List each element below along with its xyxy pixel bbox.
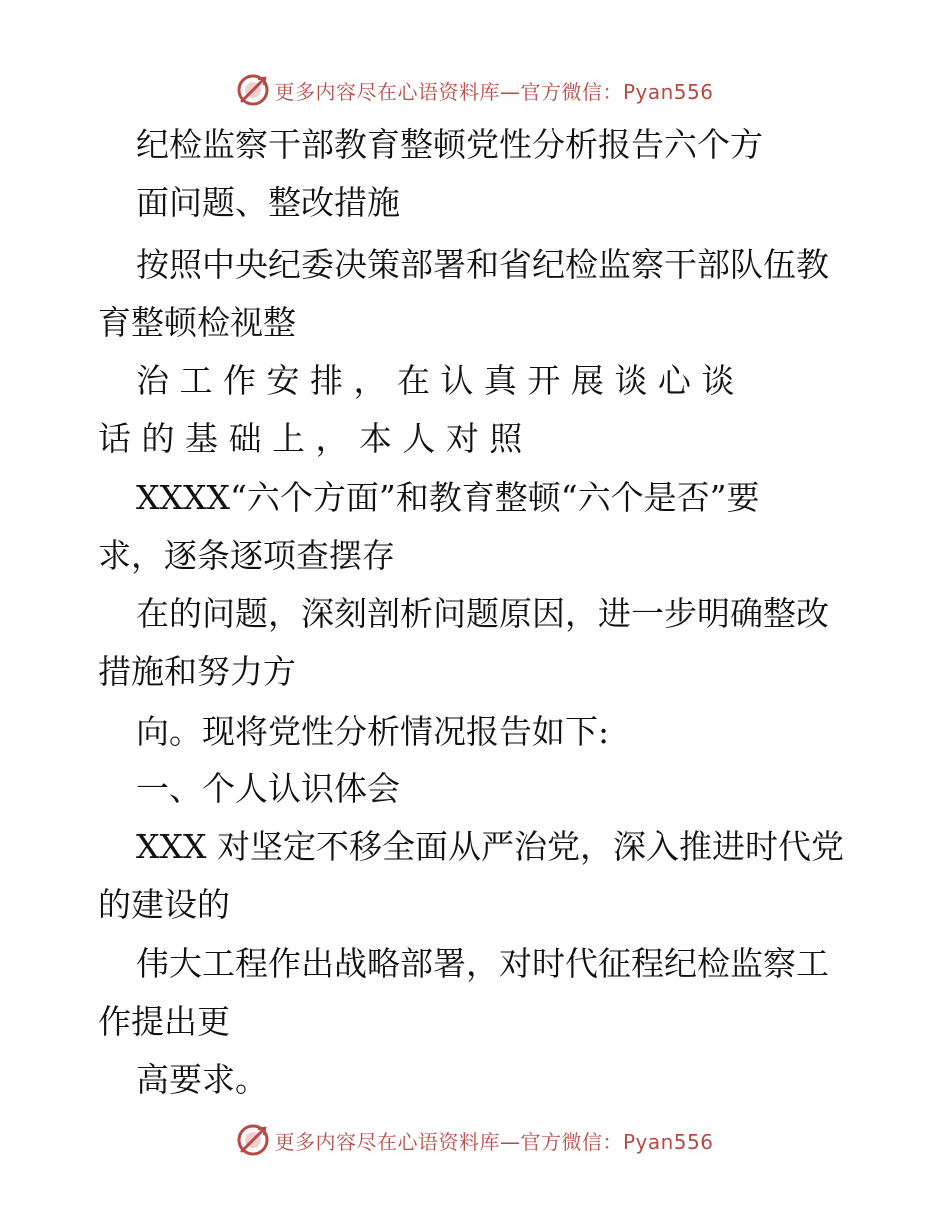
watermark-text: 更多内容尽在心语资料库—官方微信：Pyan556 [274, 1129, 714, 1154]
paragraph-line: 措施和努力方 [98, 652, 296, 691]
title-line-2: 面问题、整改措施 [136, 183, 400, 222]
paragraph-line: 作提出更 [98, 1002, 230, 1041]
logo-seal-icon [236, 1123, 270, 1157]
footer-watermark [0, 1122, 950, 1158]
paragraph-line: 向。现将党性分析情况报告如下: [136, 712, 610, 751]
logo-seal-icon [236, 73, 270, 107]
header-watermark [0, 72, 950, 108]
paragraph-line: 在的问题，深刻剖析问题原因，进一步明确整改 [136, 594, 829, 633]
paragraph-line: XXX 对坚定不移全面从严治党，深入推进时代党 [136, 827, 844, 866]
title-line-1: 纪检监察干部教育整顿党性分析报告六个方 [136, 125, 763, 164]
paragraph-line: 伟大工程作出战略部署，对时代征程纪检监察工 [136, 944, 829, 983]
paragraph-line: 求，逐条逐项查摆存 [98, 536, 395, 575]
paragraph-line: 的建设的 [98, 885, 230, 924]
paragraph-line: 治 工 作 安 排 ， 在 认 真 开 展 谈 心 谈 [136, 361, 735, 400]
paragraph-line: 话 的 基 础 上 ， 本 人 对 照 [98, 419, 523, 458]
paragraph-line: 高要求。 [136, 1060, 268, 1099]
section-heading: 一、个人认识体会 [136, 769, 400, 808]
watermark-text: 更多内容尽在心语资料库—官方微信：Pyan556 [274, 79, 714, 104]
paragraph-line: XXXX“六个方面”和教育整顿“六个是否”要 [136, 478, 760, 517]
paragraph-line: 按照中央纪委决策部署和省纪检监察干部队伍教 [136, 245, 829, 284]
paragraph-line: 育整顿检视整 [98, 303, 296, 342]
